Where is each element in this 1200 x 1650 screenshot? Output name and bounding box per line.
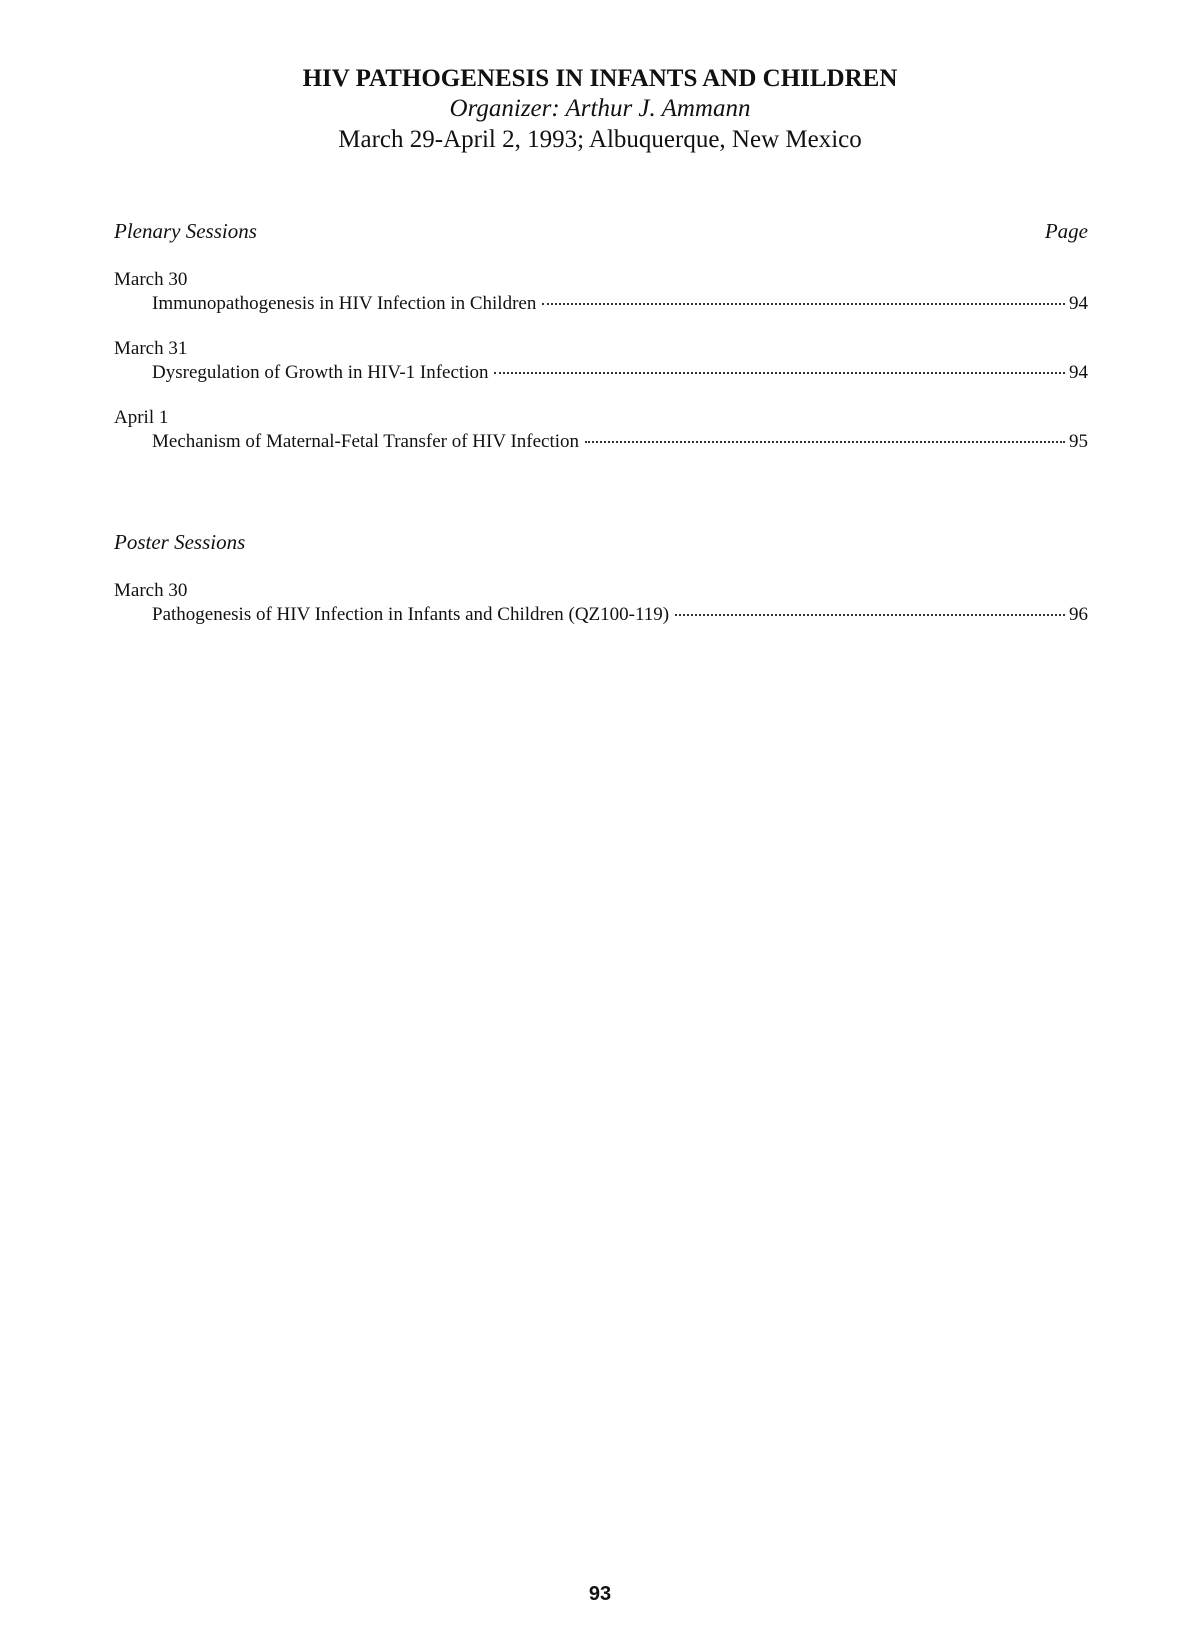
toc-entry-title: Immunopathogenesis in HIV Infection in Children (152, 293, 537, 314)
document-title: HIV PATHOGENESIS IN INFANTS AND CHILDREN (302, 65, 898, 92)
toc-entry[interactable] (114, 430, 1088, 454)
toc-entry-page: 96 (1069, 604, 1088, 625)
page-header (0, 64, 1200, 156)
session-date: March 31 (114, 338, 188, 359)
session-date: March 30 (114, 580, 188, 601)
toc-entry-title: Pathogenesis of HIV Infection in Infants and Children (QZ100-119) (152, 604, 670, 625)
toc-entry-title: Dysregulation of Growth in HIV-1 Infection (152, 362, 489, 383)
plenary-group-march-30 (114, 268, 1088, 316)
dot-leader (675, 614, 1065, 616)
session-date: April 1 (114, 407, 169, 428)
dot-leader (494, 372, 1065, 374)
poster-sessions-header (114, 529, 1088, 555)
dot-leader (542, 303, 1065, 305)
toc-entry-title: Mechanism of Maternal-Fetal Transfer of HIV Infection (152, 431, 580, 452)
poster-group-march-30 (114, 579, 1088, 627)
page-column-heading: Page (1044, 219, 1088, 243)
plenary-group-march-31 (114, 337, 1088, 385)
dot-leader (585, 441, 1065, 443)
poster-sessions-heading: Poster Sessions (114, 530, 246, 554)
plenary-sessions-section (114, 218, 1088, 475)
dates-location-line: March 29-April 2, 1993; Albuquerque, New Mexico (338, 126, 862, 153)
plenary-sessions-header (114, 218, 1088, 244)
toc-entry[interactable] (114, 603, 1088, 627)
session-date: March 30 (114, 269, 188, 290)
page-number: 93 (588, 1583, 612, 1605)
toc-entry[interactable] (114, 361, 1088, 385)
organizer-line: Organizer: Arthur J. Ammann (449, 95, 751, 122)
toc-entry-page: 95 (1069, 431, 1088, 452)
plenary-sessions-heading: Plenary Sessions (114, 219, 257, 243)
toc-entry-page: 94 (1069, 362, 1088, 383)
toc-entry[interactable] (114, 292, 1088, 316)
plenary-group-april-1 (114, 406, 1088, 454)
poster-sessions-section (114, 529, 1088, 648)
toc-entry-page: 94 (1069, 293, 1088, 314)
